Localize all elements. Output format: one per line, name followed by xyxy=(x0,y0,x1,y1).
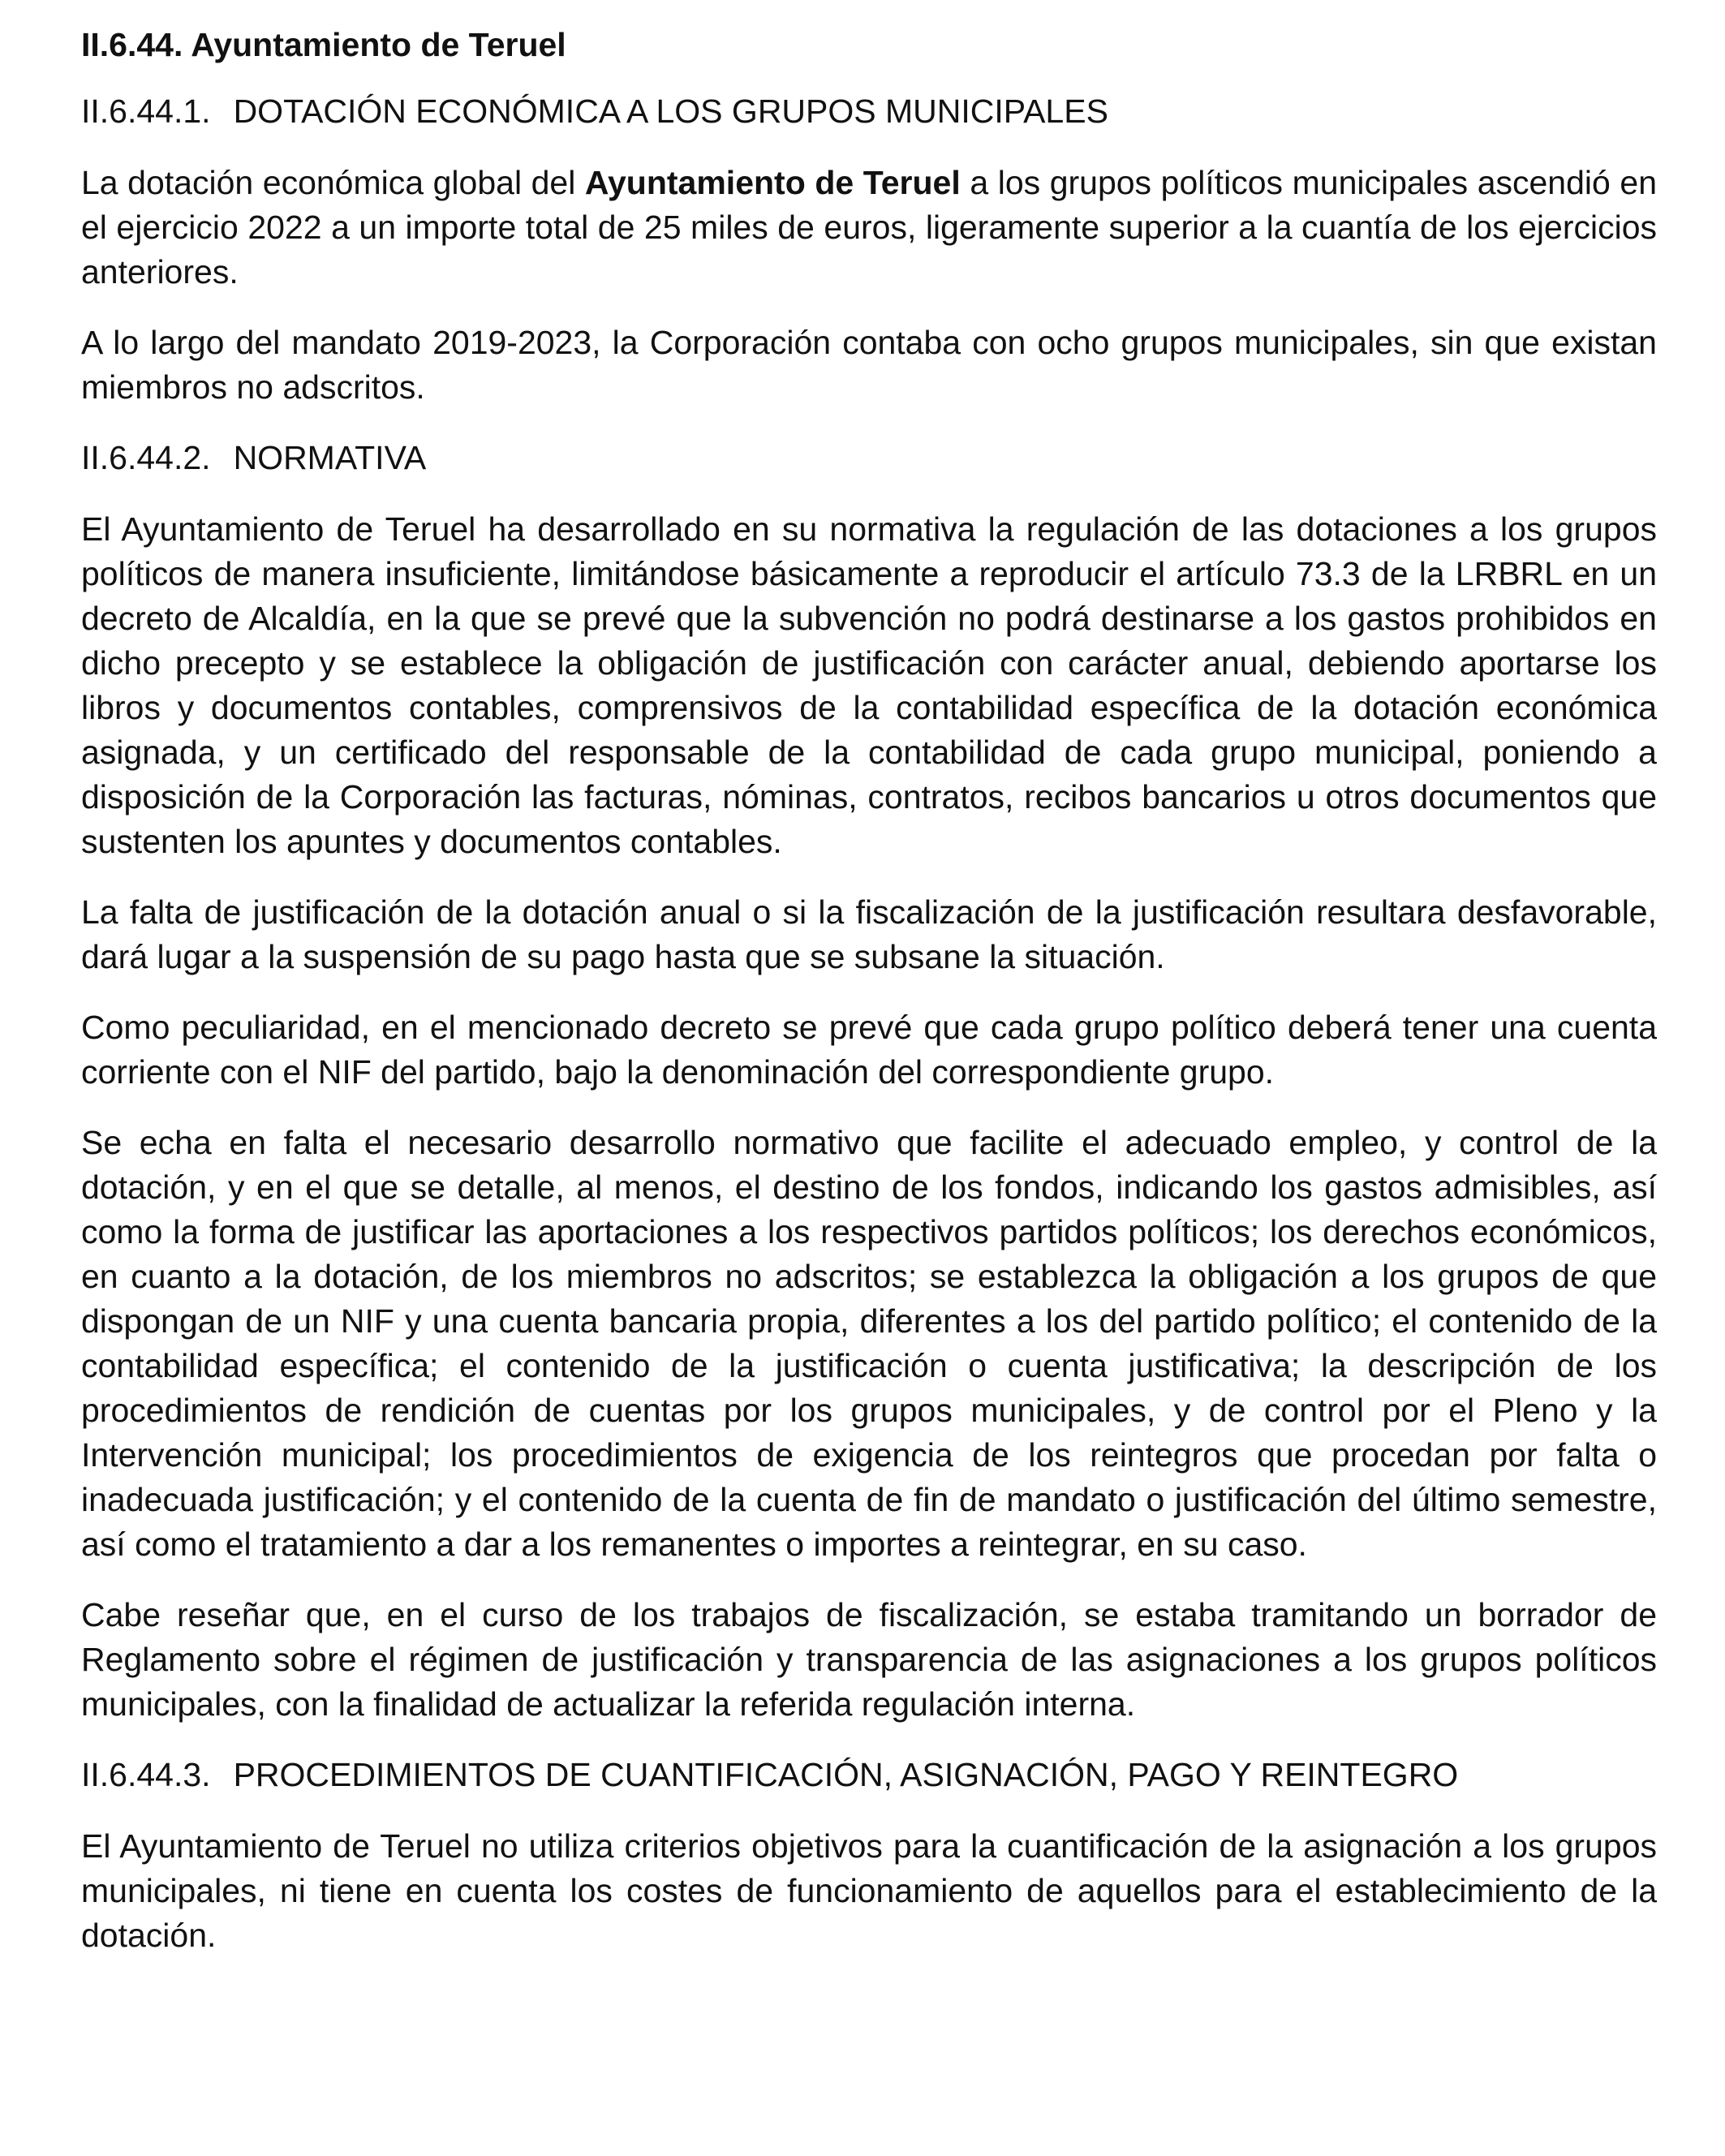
subsection-number-3: II.6.44.3. xyxy=(81,1756,211,1793)
document-page xyxy=(81,23,1657,1984)
subsection-title-2: NORMATIVA xyxy=(233,439,427,476)
paragraph-peculiaridad: Como peculiaridad, en el mencionado decreto se prevé que cada grupo político deberá tener una cuenta corriente con el NIF del partido, bajo la denominación del correspondiente grupo. xyxy=(81,1009,1657,1091)
paragraph-mandato: A lo largo del mandato 2019-2023, la Corporación contaba con ocho grupos municipales, sin que existan miembros no adscritos. xyxy=(81,324,1657,406)
paragraph-text: a los grupos políticos municipales ascendió en el ejercicio 2022 a un importe total de 25 miles de euros, ligeramente superior a la cuantía de los ejercicios anteriores. xyxy=(81,164,1657,290)
paragraph-normativa: El Ayuntamiento de Teruel ha desarrollado en su normativa la regulación de las dotaciones a los grupos políticos de manera insuficiente, limitándose básicamente a reproducir el artículo 73.3 de la LRBRL en un decreto de Alcaldía, en la que se prevé que la subvención no podrá destinarse a los gastos prohibidos en dicho precepto y se establece la obligación de justificación con carácter anual, debiendo aportarse los libros y documentos contables, comprensivos de la contabilidad específica de la dotación económica asignada, y un certificado del responsable de la contabilidad de cada grupo municipal, poniendo a disposición de la Corporación las facturas, nóminas, contratos, recibos bancarios u otros documentos que sustenten los apuntes y documentos contables. xyxy=(81,510,1657,860)
subsection-title-1: DOTACIÓN ECONÓMICA A LOS GRUPOS MUNICIPALES xyxy=(233,93,1108,130)
paragraph-criterios: El Ayuntamiento de Teruel no utiliza criterios objetivos para la cuantificación de la asignación a los grupos municipales, ni tiene en cuenta los costes de funcionamiento de aquellos para el establecimiento de la dotación. xyxy=(81,1827,1657,1954)
paragraph-borrador-reglamento: Cabe reseñar que, en el curso de los trabajos de fiscalización, se estaba tramitando un borrador de Reglamento sobre el régimen de justificación y transparencia de las asignaciones a los grupos políticos municipales, con la finalidad de actualizar la referida regulación interna. xyxy=(81,1596,1657,1723)
bold-entity-name: Ayuntamiento de Teruel xyxy=(584,164,961,201)
subsection-heading-3 xyxy=(81,1753,1657,1797)
subsection-number-2: II.6.44.2. xyxy=(81,439,211,476)
paragraph-text: La dotación económica global del xyxy=(81,164,585,201)
paragraph-desarrollo-normativo: Se echa en falta el necesario desarrollo normativo que facilite el adecuado empleo, y control de la dotación, y en el que se detalle, al menos, el destino de los fondos, indicando los gastos admisibles, así como la forma de justificar las aportaciones a los respectivos partidos políticos; los derechos económicos, en cuanto a la dotación, de los miembros no adscritos; se establezca la obligación a los grupos de que dispongan de un NIF y una cuenta bancaria propia, diferentes a los del partido político; el contenido de la contabilidad específica; el contenido de la justificación o cuenta justificativa; la descripción de los procedimientos de rendición de cuentas por los grupos municipales, y de control por el Pleno y la Intervención municipal; los procedimientos de exigencia de los reintegros que procedan por falta o inadecuada justificación; y el contenido de la cuenta de fin de mandato o justificación del último semestre, así como el tratamiento a dar a los remanentes o importes a reintegrar, en su caso. xyxy=(81,1124,1657,1563)
paragraph-dotacion-global xyxy=(81,161,1657,295)
subsection-number-1: II.6.44.1. xyxy=(81,93,211,130)
subsection-heading-2 xyxy=(81,436,1657,480)
paragraph-falta-justificacion: La falta de justificación de la dotación anual o si la fiscalización de la justificación resultara desfavorable, dará lugar a la suspensión de su pago hasta que se subsane la situación. xyxy=(81,893,1657,975)
subsection-title-3: PROCEDIMIENTOS DE CUANTIFICACIÓN, ASIGNACIÓN, PAGO Y REINTEGRO xyxy=(233,1756,1459,1793)
subsection-heading-1 xyxy=(81,89,1657,133)
section-title: II.6.44. Ayuntamiento de Teruel xyxy=(81,26,566,63)
